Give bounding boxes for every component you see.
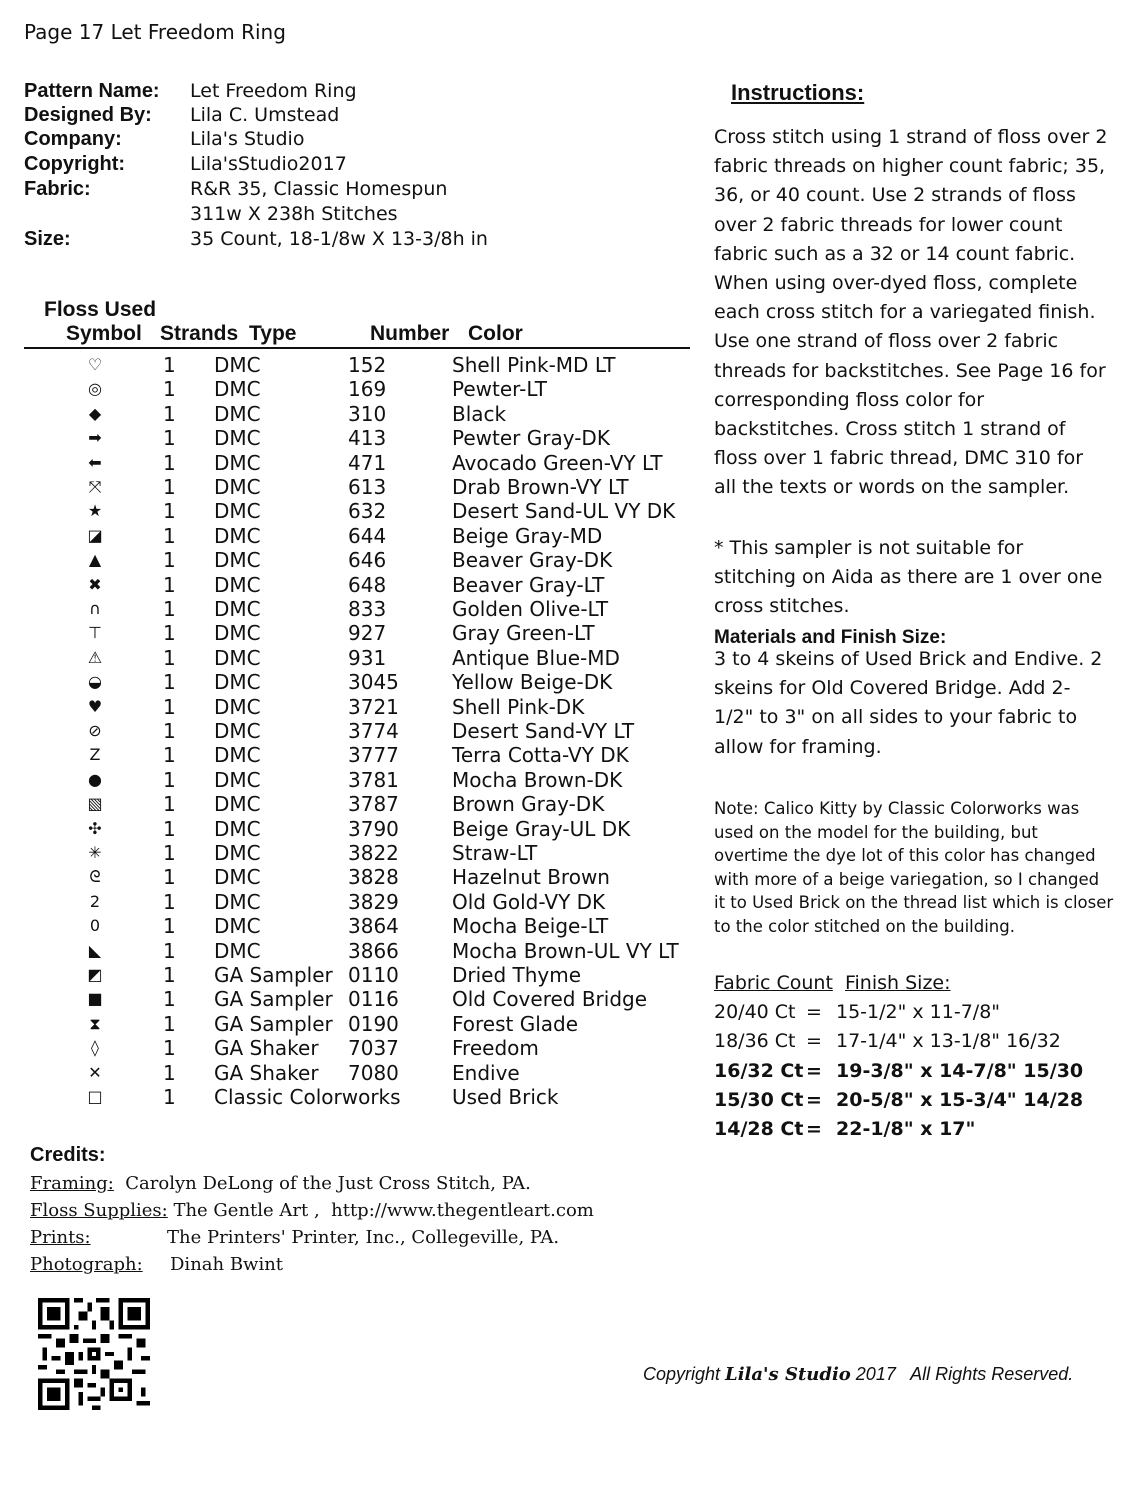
floss-number: 413 [348,426,387,451]
floss-row [0,743,700,767]
floss-number: 3828 [348,865,399,890]
floss-header-color: Color [468,322,523,345]
floss-color: Pewter-LT [452,377,547,402]
floss-type: DMC [214,743,261,768]
credit-value-photograph: Dinah Bwint [170,1254,284,1275]
floss-number: 632 [348,499,387,524]
floss-type: DMC [214,889,261,914]
floss-color: Desert Sand-UL VY DK [452,499,676,524]
floss-type: DMC [214,401,261,426]
copyright-notice [643,1364,1073,1385]
floss-color: Desert Sand-VY LT [452,719,635,743]
floss-number: 648 [348,572,387,597]
floss-type: DMC [214,938,261,963]
floss-row [0,621,700,645]
floss-symbol: ⬅ [88,452,102,472]
floss-type: DMC [214,597,261,621]
floss-color: Used Brick [452,1085,559,1109]
floss-strands: 1 [163,889,176,914]
floss-header-strands: Strands [160,322,239,345]
floss-number: 3866 [348,938,399,963]
meta-value-fabric: R&R 35, Classic Homespun [190,178,448,200]
floss-header-type: Type [249,322,297,345]
floss-row [0,377,700,401]
floss-type: GA Sampler [214,1011,333,1036]
floss-row [0,695,700,719]
fabric-count-value: 14/28 Ct [714,1118,804,1141]
credit-framing [30,1171,531,1197]
floss-color: Avocado Green-VY LT [452,450,663,475]
floss-row [0,670,700,694]
floss-color: Endive [452,1060,520,1085]
credit-floss-supplies [30,1198,594,1224]
floss-row [0,548,700,572]
floss-type: DMC [214,767,261,792]
floss-strands: 1 [163,499,176,524]
copyright-suffix: 2017 All Rights Reserved. [850,1364,1074,1384]
floss-title: Floss Used [44,298,157,321]
floss-row [0,646,700,670]
floss-symbol: ★ [87,501,103,521]
floss-row [0,914,700,938]
floss-strands: 1 [163,963,176,987]
floss-row [0,475,700,499]
finish-size-value: 19-3/8" x 14-7/8" 15/30 [836,1059,1084,1082]
meta-label-copyright: Copyright: [24,153,126,175]
floss-number: 0190 [348,1011,399,1036]
floss-row [0,841,700,865]
credit-label-prints: Prints: [30,1227,91,1248]
floss-strands: 1 [163,719,176,743]
floss-row [0,353,700,377]
floss-header-rule [24,347,690,349]
credits-title: Credits: [30,1144,106,1166]
floss-number: 169 [348,377,387,402]
floss-symbol: ◩ [87,965,103,984]
floss-number: 646 [348,548,387,573]
floss-color: Yellow Beige-DK [452,670,613,695]
floss-strands: 1 [163,743,176,768]
floss-symbol: ◊ [91,1038,99,1058]
floss-type: DMC [214,694,261,719]
qr-code [38,1298,150,1410]
floss-symbol: ◣ [88,940,102,960]
floss-type: DMC [214,719,261,743]
floss-color: Straw-LT [452,841,538,865]
floss-row [0,1061,700,1085]
floss-type: DMC [214,865,261,890]
floss-color: Beige Gray-MD [452,523,603,548]
floss-number: 3864 [348,914,399,939]
floss-color: Gray Green-LT [452,621,595,646]
floss-type: DMC [214,426,261,451]
floss-row [0,1012,700,1036]
copyright-studio: Lila's Studio [725,1364,851,1385]
floss-symbol: ⤧ [88,477,102,496]
floss-type: DMC [214,841,261,865]
floss-color: Forest Glade [452,1011,579,1036]
aida-note: * This sampler is not suitable for stitching on Aida as there are 1 over one cross stitches. [714,537,1103,618]
credit-prints [30,1225,560,1251]
floss-symbol: ◪ [87,525,103,545]
floss-row [0,963,700,987]
floss-symbol: 0 [89,916,101,936]
floss-symbol: ✕ [88,1062,102,1082]
meta-value-stitches: 311w X 238h Stitches [190,203,398,225]
floss-type: DMC [214,670,261,695]
floss-symbol: □ [87,1087,103,1106]
materials-text: 3 to 4 skeins of Used Brick and Endive. 2 skeins for Old Covered Bridge. Add 2-1/2" to 3" on all sides to your fabric to allow for framing. [714,648,1103,758]
floss-type: Classic Colorworks [214,1085,401,1109]
copyright-prefix: Copyright [643,1364,726,1384]
floss-number: 931 [348,645,387,670]
floss-row [0,987,700,1011]
floss-symbol: ♡ [87,355,103,374]
credit-photograph [30,1252,284,1278]
credit-label-photograph: Photograph: [30,1254,143,1275]
floss-number: 471 [348,450,387,475]
materials-title: Materials and Finish Size: [714,627,947,648]
floss-type: DMC [214,816,261,841]
floss-symbol: 2 [89,891,101,911]
floss-strands: 1 [163,938,176,963]
floss-symbol: ◒ [88,672,102,692]
floss-type: DMC [214,914,261,939]
floss-symbol: ■ [87,989,103,1009]
floss-symbol: ◎ [88,379,102,399]
floss-number: 3721 [348,694,399,719]
floss-strands: 1 [163,475,176,499]
floss-strands: 1 [163,401,176,426]
floss-number: 3781 [348,767,399,792]
floss-type: DMC [214,353,261,377]
fabric-count-equals: = [806,1030,822,1053]
floss-strands: 1 [163,865,176,890]
floss-strands: 1 [163,450,176,475]
floss-strands: 1 [163,645,176,670]
floss-color: Freedom [452,1036,539,1061]
floss-symbol: ∩ [89,599,101,618]
floss-strands: 1 [163,426,176,451]
floss-symbol: ◆ [88,403,102,423]
floss-number: 0110 [348,963,399,987]
floss-symbol: ● [88,769,102,789]
floss-color: Mocha Brown-DK [452,767,623,792]
fabric-count-header-count: Fabric Count [714,972,833,994]
floss-row [0,499,700,523]
floss-strands: 1 [163,914,176,939]
floss-number: 3774 [348,719,399,743]
fabric-count-header [714,972,951,994]
floss-color: Hazelnut Brown [452,865,610,890]
floss-symbol: ✳ [88,843,102,862]
credit-value-floss-supplies: The Gentle Art , http://www.thegentleart.com [167,1200,594,1221]
floss-type: DMC [214,523,261,548]
meta-value-designed-by: Lila C. Umstead [190,104,340,126]
finish-size-value: 17-1/4" x 13-1/8" 16/32 [836,1030,1061,1053]
page-header: Page 17 Let Freedom Ring [24,20,286,44]
floss-color: Mocha Beige-LT [452,914,609,939]
meta-label-fabric: Fabric: [24,178,91,200]
floss-color: Pewter Gray-DK [452,426,610,451]
floss-strands: 1 [163,987,176,1012]
floss-row [0,524,700,548]
floss-color: Golden Olive-LT [452,597,609,621]
credit-label-framing: Framing: [30,1173,114,1194]
floss-type: DMC [214,377,261,402]
floss-symbol: ▧ [87,794,103,814]
floss-strands: 1 [163,1085,176,1109]
floss-number: 7080 [348,1060,399,1085]
floss-type: DMC [214,499,261,524]
fabric-count-equals: = [806,1059,822,1082]
meta-value-company: Lila's Studio [190,128,305,150]
floss-strands: 1 [163,1060,176,1085]
floss-color: Terra Cotta-VY DK [452,743,629,768]
floss-symbol: ⊘ [88,721,102,740]
floss-number: 7037 [348,1036,399,1061]
floss-symbol: ⚠ [87,647,103,667]
meta-label-designed-by: Designed By: [24,104,152,126]
floss-color: Shell Pink-MD LT [452,353,616,377]
floss-row [0,939,700,963]
meta-value-size: 35 Count, 18-1/8w X 13-3/8h in [190,228,488,250]
floss-type: GA Shaker [214,1060,319,1085]
floss-row [0,1036,700,1060]
floss-number: 927 [348,621,387,646]
floss-strands: 1 [163,670,176,695]
floss-number: 3045 [348,670,399,695]
floss-number: 152 [348,353,387,377]
floss-number: 833 [348,597,387,621]
floss-type: GA Sampler [214,963,333,987]
floss-color: Beige Gray-UL DK [452,816,631,841]
floss-type: DMC [214,450,261,475]
floss-type: GA Sampler [214,987,333,1012]
floss-row [0,573,700,597]
floss-color: Dried Thyme [452,963,582,987]
floss-row [0,426,700,450]
floss-type: DMC [214,572,261,597]
floss-row [0,597,700,621]
floss-strands: 1 [163,597,176,621]
floss-strands: 1 [163,548,176,573]
floss-row [0,451,700,475]
floss-type: DMC [214,475,261,499]
floss-number: 613 [348,475,387,499]
floss-row [0,817,700,841]
floss-color: Beaver Gray-LT [452,572,605,597]
fabric-count-header-size: Finish Size: [844,972,951,994]
meta-label-company: Company: [24,128,122,150]
floss-color: Beaver Gray-DK [452,548,613,573]
floss-strands: 1 [163,841,176,865]
floss-strands: 1 [163,572,176,597]
floss-row [0,792,700,816]
floss-row [0,865,700,889]
floss-color: Mocha Brown-UL VY LT [452,938,679,963]
floss-strands: 1 [163,767,176,792]
floss-color: Brown Gray-DK [452,792,605,817]
floss-type: GA Shaker [214,1036,319,1061]
floss-type: DMC [214,621,261,646]
fabric-count-equals: = [806,1118,822,1141]
floss-strands: 1 [163,816,176,841]
floss-type: DMC [214,792,261,817]
fabric-count-value: 15/30 Ct [714,1088,804,1111]
floss-symbol: ⧗ [89,1013,101,1033]
meta-value-pattern-name: Let Freedom Ring [190,80,357,102]
floss-color: Shell Pink-DK [452,694,585,719]
meta-label-pattern-name: Pattern Name: [24,80,160,102]
meta-value-copyright: Lila'sStudio2017 [190,153,347,175]
floss-color: Drab Brown-VY LT [452,475,629,499]
floss-number: 3822 [348,841,399,865]
floss-row [0,719,700,743]
floss-strands: 1 [163,694,176,719]
floss-symbol: ▲ [88,550,102,570]
floss-symbol: ᘓ [89,867,101,887]
finish-size-value: 20-5/8" x 15-3/4" 14/28 [836,1088,1084,1111]
instructions-title: Instructions: [731,80,865,105]
floss-color: Antique Blue-MD [452,645,620,670]
floss-symbol: ✣ [88,818,102,838]
floss-header-symbol: Symbol [66,322,142,345]
floss-strands: 1 [163,377,176,402]
floss-number: 310 [348,401,387,426]
floss-number: 3790 [348,816,399,841]
floss-header-number: Number [370,322,450,345]
floss-type: DMC [214,548,261,573]
floss-strands: 1 [163,1011,176,1036]
credit-value-prints: The Printers' Printer, Inc., Collegeville, PA. [167,1227,560,1248]
floss-row [0,768,700,792]
instructions-paragraph: Cross stitch using 1 strand of floss over 2 fabric threads on higher count fabric; 35, 36, or 40 count. Use 2 strands of floss over 2 fabric threads for lower count fabric such as a 32 or 14 count fabric. When using over-dyed floss, complete each cross stitch for a variegated finish. Use one strand of floss over 2 fabric threads for backstitches. See Page 16 for corresponding floss color for backstitches. Cross stitch 1 strand of floss over 1 fabric thread, DMC 310 for all the texts or words on the sampler. [714,126,1108,499]
floss-number: 0116 [348,987,399,1012]
finish-size-value: 22-1/8" x 17" [836,1118,976,1141]
floss-symbol: ♥ [87,696,103,716]
floss-symbol: ⊤ [88,623,102,643]
credit-label-floss-supplies: Floss Supplies: [30,1200,168,1221]
floss-color: Old Covered Bridge [452,987,648,1012]
floss-strands: 1 [163,792,176,817]
floss-number: 644 [348,523,387,548]
floss-symbol: ➡ [88,428,102,448]
floss-strands: 1 [163,523,176,548]
floss-color: Black [452,401,507,426]
meta-label-size: Size: [24,228,71,250]
floss-strands: 1 [163,621,176,646]
fabric-count-value: 20/40 Ct [714,1001,796,1023]
floss-color: Old Gold-VY DK [452,889,606,914]
floss-strands: 1 [163,353,176,377]
floss-row [0,402,700,426]
credit-value-framing: Carolyn DeLong of the Just Cross Stitch, PA. [113,1173,531,1194]
fabric-count-value: 18/36 Ct [714,1030,796,1053]
floss-row [0,890,700,914]
floss-symbol: Z [89,745,101,765]
fabric-count-equals: = [806,1001,822,1023]
fabric-count-equals: = [806,1088,822,1111]
floss-row [0,1085,700,1109]
fabric-count-value: 16/32 Ct [714,1059,804,1082]
finish-size-value: 15-1/2" x 11-7/8" [836,1001,1001,1023]
floss-number: 3777 [348,743,399,768]
calico-kitty-note: Note: Calico Kitty by Classic Colorworks was used on the model for the building, but overtime the dye lot of this color has changed with more of a beige variegation, so I changed it to Used Brick on the thread list which is closer to the color stitched on the building. [714,799,1114,936]
floss-type: DMC [214,645,261,670]
floss-strands: 1 [163,1036,176,1061]
floss-number: 3829 [348,889,399,914]
floss-number: 3787 [348,792,399,817]
floss-symbol: ✖ [88,574,102,594]
